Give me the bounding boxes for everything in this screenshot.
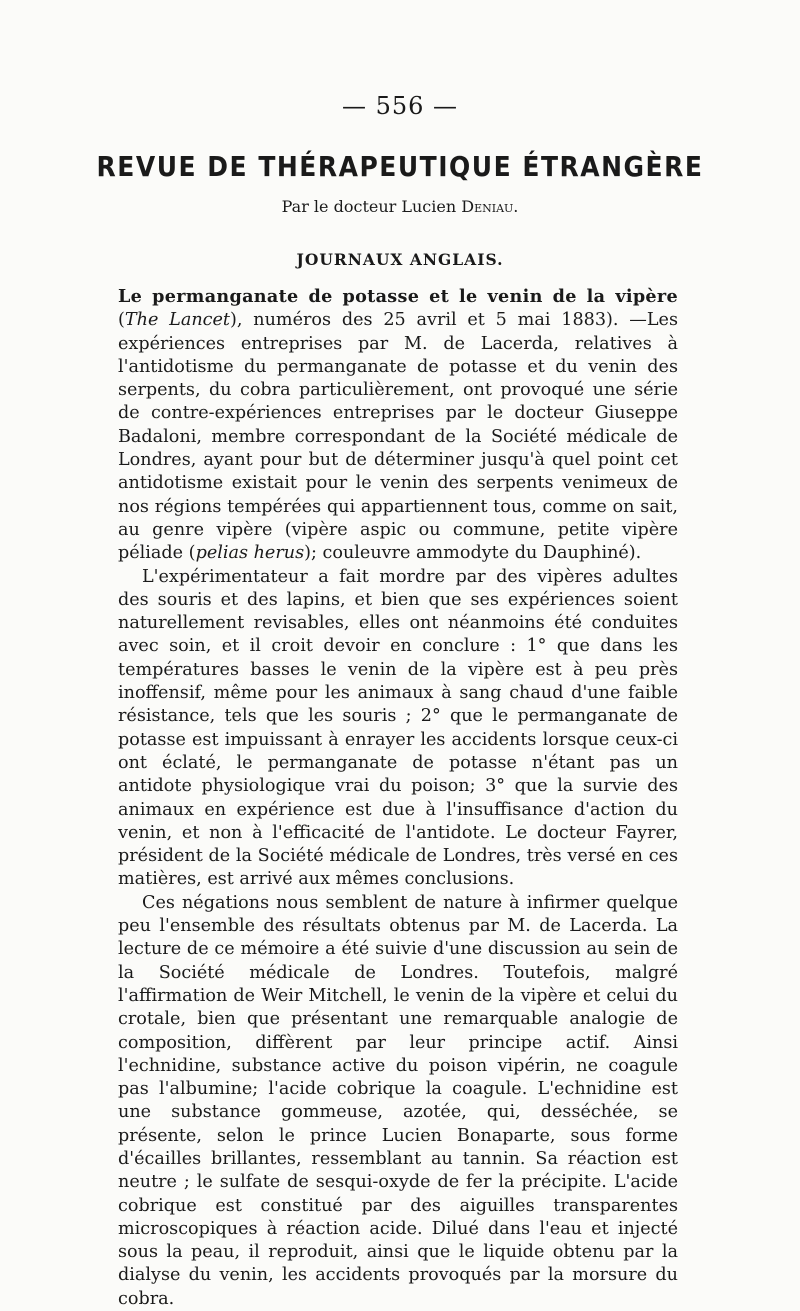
byline-prefix: Par le docteur Lucien [281,197,462,216]
article-body [118,285,678,1311]
article-title: Le permanganate de potasse et le venin de la vipère [118,286,678,307]
paragraph-1-text: ), numéros des 25 avril et 5 mai 1883). —Les expériences entreprises par M. de Lacerda, relatives à l'antidotisme du permanganate de potasse et du venin des serpents, du cobra particulièrement, ont provoqué une série de contre-expériences entreprises par le docteur Giuseppe Badaloni, membre correspondant de la Société médicale de Londres, ayant pour but de déterminer jusqu'à quel point cet antidotisme existait pour le venin des serpents venimeux de nos régions tempérées qui appartiennent tous, comme on sait, au genre vipère (vipère aspic ou commune, petite vipère péliade ( [118,310,678,564]
paragraph-1-end: ); couleuvre ammodyte du Dauphiné). [304,543,642,564]
byline-suffix: . [513,197,519,216]
journal-subheading: JOURNAUX ANGLAIS. [296,250,504,269]
section-title: REVUE DE THÉRAPEUTIQUE ÉTRANGÈRE [96,150,704,183]
paragraph-1 [118,285,678,566]
page-number: — 556 — [341,92,459,120]
byline [0,197,800,216]
source-open: ( [118,310,125,331]
source-journal: The Lancet [124,310,230,331]
species-name: pelias herus [195,543,305,564]
paragraph-3: Ces négations nous semblent de nature à infirmer quelque peu l'ensemble des résultats obtenus par M. de Lacerda. La lecture de ce mémoire a été suivie d'une discussion au sein de la Société médicale de Londres. Toutefois, malgré l'affirmation de Weir Mitchell, le venin de la vipère et celui du crotale, bien que présentant une remarquable analogie de composition, diffèrent par leur principe actif. Ainsi l'echnidine, substance active du poison vipérin, ne coagule pas l'albumine; l'acide cobrique la coagule. L'echnidine est une substance gommeuse, azotée, qui, desséchée, se présente, selon le prince Lucien Bonaparte, sous forme d'écailles brillantes, ressemblant au tannin. Sa réaction est neutre ; le sulfate de sesqui-oxyde de fer la précipite. L'acide cobrique est constitué par des aiguilles transparentes microscopiques à réaction acide. Dilué dans l'eau et injecté sous la peau, il reproduit, ainsi que le liquide obtenu par la dialyse du venin, les accidents provoqués par la morsure du cobra. [118,892,678,1309]
byline-author: Deniau [461,197,514,216]
paragraph-2: L'expérimentateur a fait mordre par des vipères adultes des souris et des lapins, et bien que ses expériences soient naturellement revisables, elles ont néanmoins été conduites avec soin, et il croit devoir en conclure : 1° que dans les températures basses le venin de la vipère est à peu près inoffensif, même pour les animaux à sang chaud d'une faible résistance, tels que les souris ; 2° que le permanganate de potasse est impuissant à enrayer les accidents lorsque ceux-ci ont éclaté, le permanganate de potasse n'étant pas un antidote physiologique vrai du poison; 3° que la survie des animaux en expérience est due à l'insuffisance d'action du venin, et non à l'efficacité de l'antidote. Le docteur Fayrer, président de la Société médicale de Londres, très versé en ces matières, est arrivé aux mêmes conclusions. [118,566,678,890]
